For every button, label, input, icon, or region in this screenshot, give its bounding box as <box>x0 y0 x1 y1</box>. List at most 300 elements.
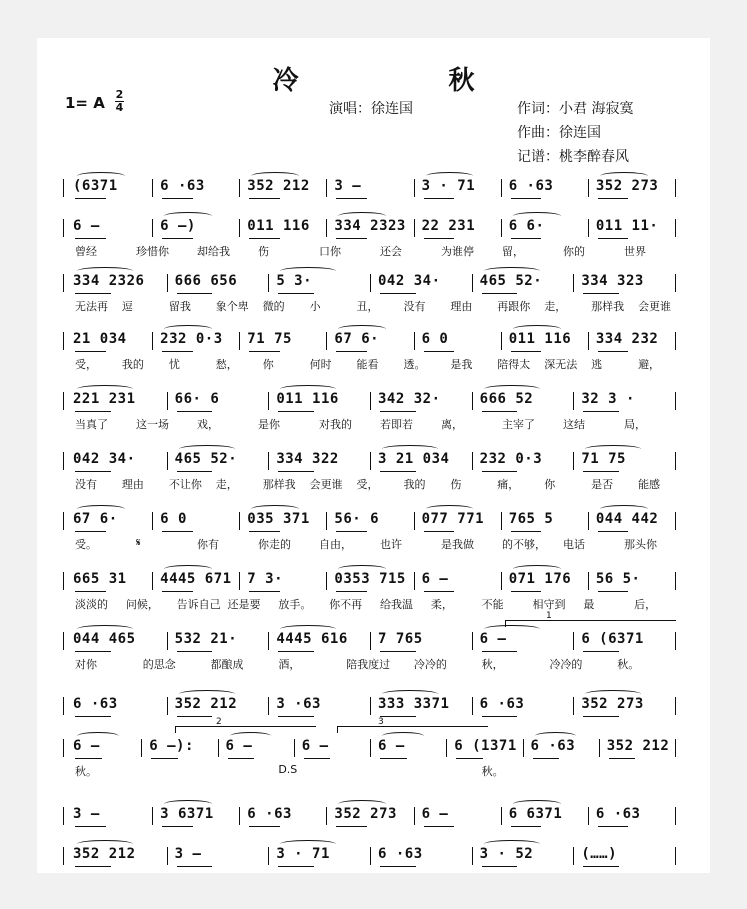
lyric-word: 是我做 <box>441 538 474 551</box>
slur-arc <box>338 800 386 808</box>
lyric-word: 微的 <box>262 300 285 313</box>
lyric-word: 透。 <box>403 358 426 371</box>
lyric-word: 何时 <box>309 358 332 371</box>
lyric-word: 留我 <box>168 300 191 313</box>
lyric-word: 理由 <box>121 478 144 491</box>
slur-arc <box>600 505 648 513</box>
lyric-word: 还是要 <box>227 598 261 611</box>
barline <box>63 632 64 650</box>
barline <box>573 632 574 650</box>
barline <box>370 847 371 865</box>
singer-credit: 演唱：徐连国 <box>329 101 413 117</box>
beam-line <box>380 293 416 294</box>
beam-line <box>336 531 367 532</box>
notation-row <box>37 631 710 675</box>
barline <box>446 739 447 757</box>
slur-arc <box>77 172 125 180</box>
barline <box>675 807 676 825</box>
slur-arc <box>77 385 133 393</box>
measure-notes: 6 – <box>73 218 100 234</box>
barline <box>370 697 371 715</box>
beam-line <box>249 531 280 532</box>
beam-line <box>278 411 314 412</box>
measure-notes: 011 11· <box>595 218 659 234</box>
measure-notes: 21 034 <box>73 331 127 347</box>
barline <box>152 807 153 825</box>
lyric-word: 淡淡的 <box>75 598 108 611</box>
measure-notes: 352 273 <box>581 696 644 712</box>
lyric-word: 受， <box>75 358 97 371</box>
measure-notes: 011 116 <box>276 391 339 407</box>
beam-line <box>75 826 106 827</box>
beam-line <box>511 531 542 532</box>
beam-line <box>249 591 280 592</box>
lyric-word: 那样我 <box>591 300 625 313</box>
lyric-word: 你 <box>262 358 274 371</box>
measure-notes: 334 232 <box>595 331 659 347</box>
beam-line <box>249 238 280 239</box>
lyric-word: 是你 <box>258 418 280 431</box>
lyric-word: 柔， <box>430 598 453 611</box>
measure-notes: 6 –): <box>149 738 194 754</box>
slur-arc <box>513 212 561 220</box>
lyric-word: 你走的 <box>258 538 291 551</box>
slur-arc <box>426 505 474 513</box>
beam-line <box>598 351 629 352</box>
lyric-word: 愁， <box>215 358 238 371</box>
barline <box>675 332 676 350</box>
measure-notes: 67 6· <box>73 511 118 527</box>
beam-line <box>482 293 518 294</box>
notation-row <box>37 391 710 435</box>
lyric-word: 痛， <box>497 478 520 491</box>
barline <box>152 219 153 237</box>
lyric-word: 世界 <box>624 245 646 258</box>
measure-notes: 6 6· <box>508 218 545 234</box>
lyric-word: 逃 <box>591 358 603 371</box>
measure-notes: 6 – <box>479 631 507 647</box>
lyric-word: 你的 <box>563 245 585 258</box>
measure-notes: 334 2323 <box>334 218 406 234</box>
slur-arc <box>179 690 235 698</box>
lyric-word: 冷冷的 <box>413 658 447 671</box>
measure-notes: 0353 715 <box>334 571 406 587</box>
barline <box>370 739 371 757</box>
slur-arc <box>251 505 299 513</box>
beam-line <box>424 198 455 199</box>
lyric-word: 陪得太 <box>497 358 531 371</box>
barline <box>294 739 295 757</box>
slur-arc <box>513 565 561 573</box>
lyric-word: 秋。 <box>617 658 640 671</box>
barline <box>675 274 676 292</box>
measure-notes: 342 32· <box>378 391 441 407</box>
volta-label: 1 <box>546 611 552 621</box>
barline <box>326 512 327 530</box>
beam-line <box>482 411 518 412</box>
lyric-word: 受， <box>356 478 379 491</box>
measure-notes: 6 ·63 <box>530 738 576 754</box>
lyric-word: 秋。 <box>481 765 504 778</box>
measure-notes: 71 75 <box>247 331 292 347</box>
beam-line <box>177 866 213 867</box>
lyric-word: 象个卑 <box>215 300 249 313</box>
lyric-word: 走， <box>215 478 238 491</box>
beam-line <box>162 531 193 532</box>
measure-notes: 6 6371 <box>508 806 563 822</box>
lyric-word: 主宰了 <box>502 418 535 431</box>
slur-arc <box>251 172 299 180</box>
beam-line <box>336 826 367 827</box>
barline <box>675 572 676 590</box>
barline <box>268 452 269 470</box>
barline <box>63 274 64 292</box>
slur-arc <box>513 800 561 808</box>
lyric-word: 你不再 <box>329 598 363 611</box>
measure-notes: 6 –) <box>160 218 196 234</box>
slur-arc <box>382 690 438 698</box>
lyric-word: D.S <box>278 763 298 776</box>
measure-notes: 6 (6371 <box>581 631 644 647</box>
barline <box>370 452 371 470</box>
composer-credit: 作曲：徐连国 <box>517 125 601 141</box>
score-sheet <box>37 38 710 873</box>
measure-notes: 352 273 <box>334 806 397 822</box>
barline <box>501 512 502 530</box>
barline <box>268 632 269 650</box>
lyric-word: 给我温 <box>380 598 413 611</box>
beam-line <box>75 471 111 472</box>
measure-notes: 352 212 <box>247 178 310 194</box>
notation-row <box>37 331 710 375</box>
slur-arc <box>77 505 125 513</box>
barline <box>167 392 168 410</box>
beam-line <box>162 826 193 827</box>
barline <box>501 219 502 237</box>
lyric-word: 局， <box>624 418 646 431</box>
beam-line <box>75 651 111 652</box>
measure-notes: 6 – <box>225 738 253 754</box>
measure-notes: 66· 6 <box>174 391 220 407</box>
lyric-word: 相守到 <box>532 598 566 611</box>
beam-line <box>75 866 111 867</box>
lyric-word: 为谁停 <box>441 245 474 258</box>
barline <box>588 219 589 237</box>
lyric-word: 我的 <box>403 478 426 491</box>
beam-line <box>177 293 213 294</box>
measure-notes: 352 212 <box>73 846 136 862</box>
slur-arc <box>77 840 133 848</box>
barline <box>268 697 269 715</box>
beam-line <box>424 591 455 592</box>
lyric-word: 冷冷的 <box>549 658 583 671</box>
beam-line <box>162 238 193 239</box>
barline <box>675 452 676 470</box>
barline <box>167 697 168 715</box>
measure-notes: 071 176 <box>508 571 572 587</box>
lyric-word: 若即若 <box>380 418 413 431</box>
barline <box>63 697 64 715</box>
measure-notes: 334 323 <box>581 273 644 289</box>
measure-notes: 6 – <box>421 571 449 587</box>
volta-bracket <box>505 611 676 627</box>
lyric-word: 会更谁 <box>309 478 343 491</box>
measure-notes: 3 – <box>174 846 202 862</box>
slur-arc <box>338 212 386 220</box>
measure-notes: 532 21· <box>174 631 238 647</box>
slur-arc <box>164 212 212 220</box>
lyric-word: 的思念 <box>142 658 176 671</box>
measure-notes: 6 ·63 <box>479 696 525 712</box>
lyric-word: 留， <box>502 245 524 258</box>
beam-line <box>75 293 111 294</box>
lyric-word: 却给我 <box>197 245 230 258</box>
barline <box>675 512 676 530</box>
measure-notes: 71 75 <box>581 451 626 467</box>
measure-notes: (6371 <box>73 178 118 194</box>
barline <box>472 274 473 292</box>
barline <box>472 697 473 715</box>
volta-label: 3 <box>378 717 384 727</box>
beam-line <box>511 198 542 199</box>
measure-notes: 3 · 71 <box>421 178 476 194</box>
volta-label: 2 <box>216 717 222 727</box>
slur-arc <box>382 445 438 453</box>
measure-notes: 6 ·63 <box>378 846 423 862</box>
measure-notes: 232 0·3 <box>160 331 223 347</box>
lyric-word: 能感 <box>638 478 661 491</box>
barline <box>167 452 168 470</box>
lyric-word: 你 <box>544 478 556 491</box>
measure-notes: 465 52· <box>174 451 238 467</box>
notation-row <box>37 511 710 555</box>
beam-line <box>511 826 542 827</box>
slur-arc <box>164 565 212 573</box>
beam-line <box>511 351 542 352</box>
measure-notes: 22 231 <box>421 218 476 234</box>
measure-notes: 077 771 <box>421 511 485 527</box>
beam-line <box>380 866 416 867</box>
measure-notes: 352 212 <box>174 696 238 712</box>
beam-line <box>336 238 367 239</box>
slur-arc <box>338 565 386 573</box>
measure-notes: 6 ·63 <box>160 178 205 194</box>
measure-notes: 221 231 <box>73 391 136 407</box>
beam-line <box>482 716 518 717</box>
beam-line <box>533 758 560 759</box>
barline <box>141 739 142 757</box>
beam-line <box>75 351 106 352</box>
barline <box>63 739 64 757</box>
barline <box>152 512 153 530</box>
beam-line <box>278 716 314 717</box>
beam-line <box>424 826 455 827</box>
volta-bracket <box>337 717 488 733</box>
beam-line <box>424 531 455 532</box>
measure-notes: 334 322 <box>276 451 339 467</box>
beam-line <box>75 591 106 592</box>
barline <box>167 847 168 865</box>
measure-notes: 6 ·63 <box>595 806 641 822</box>
barline <box>63 847 64 865</box>
barline <box>239 572 240 590</box>
barline <box>675 739 676 757</box>
barline <box>63 332 64 350</box>
lyric-word: 都酿成 <box>210 658 244 671</box>
beam-line <box>177 651 213 652</box>
notation-row <box>37 696 710 740</box>
measure-notes: 665 31 <box>73 571 127 587</box>
barline <box>472 452 473 470</box>
beam-line <box>177 411 213 412</box>
beam-line <box>278 471 314 472</box>
barline <box>63 572 64 590</box>
lyric-word: 离， <box>441 418 463 431</box>
barline <box>675 219 676 237</box>
measure-notes: 56 5· <box>595 571 641 587</box>
notation-row <box>37 273 710 317</box>
lyric-word: 不让你 <box>168 478 202 491</box>
barline <box>239 332 240 350</box>
beam-line <box>336 591 367 592</box>
lyric-word: 不能 <box>481 598 504 611</box>
key-signature: 1= A <box>65 94 105 112</box>
measure-notes: 5 3· <box>276 273 313 289</box>
lyric-word: 最 <box>583 598 595 611</box>
measure-notes: 011 116 <box>247 218 310 234</box>
measure-notes: 042 34· <box>378 273 441 289</box>
lyric-word: 后， <box>634 598 657 611</box>
barline <box>63 219 64 237</box>
beam-line <box>598 591 629 592</box>
barline <box>63 512 64 530</box>
lyric-word: 告诉自己 <box>176 598 221 611</box>
beam-line <box>511 591 542 592</box>
lyric-word: 伤 <box>258 245 269 258</box>
measure-notes: 56· 6 <box>334 511 380 527</box>
lyric-word: 戏， <box>197 418 219 431</box>
lyric-word: 这结 <box>563 418 585 431</box>
lyric-word: 理由 <box>450 300 473 313</box>
beam-line <box>380 411 416 412</box>
lyric-word: 没有 <box>75 478 97 491</box>
beam-line <box>249 198 280 199</box>
lyric-word: 是我 <box>450 358 473 371</box>
lyric-word: 逗 <box>121 300 133 313</box>
lyric-word: 当真了 <box>75 418 108 431</box>
barline <box>573 697 574 715</box>
lyric-word: 问候， <box>125 598 159 611</box>
slur-arc <box>484 840 540 848</box>
barline <box>573 392 574 410</box>
measure-notes: 6 – <box>73 738 100 754</box>
barline <box>268 392 269 410</box>
measure-notes: 6 – <box>378 738 405 754</box>
lyric-word: 你有 <box>197 538 219 551</box>
barline <box>326 219 327 237</box>
beam-line <box>609 758 636 759</box>
beam-line <box>249 826 280 827</box>
slur-arc <box>77 267 133 275</box>
measure-notes: 6 – <box>301 738 329 754</box>
barline <box>239 807 240 825</box>
barline <box>326 572 327 590</box>
beam-line <box>598 198 629 199</box>
barline <box>167 632 168 650</box>
beam-line <box>583 716 619 717</box>
volta-bracket <box>175 717 316 733</box>
slur-arc <box>280 840 336 848</box>
time-signature: 2 4 <box>115 88 124 114</box>
beam-line <box>482 471 518 472</box>
measure-notes: 6 ·63 <box>508 178 554 194</box>
beam-line <box>583 471 619 472</box>
beam-line <box>75 238 106 239</box>
barline <box>675 632 676 650</box>
barline <box>675 179 676 197</box>
lyric-word: 受。 <box>75 538 97 551</box>
barline <box>414 219 415 237</box>
measure-notes: 3 – <box>73 806 100 822</box>
slur-arc <box>600 172 648 180</box>
barline <box>588 807 589 825</box>
barline <box>472 847 473 865</box>
measure-notes: 352 212 <box>606 738 670 754</box>
beam-line <box>456 758 483 759</box>
barline <box>588 179 589 197</box>
lyric-word: 走， <box>544 300 567 313</box>
slur-arc <box>484 385 540 393</box>
slur-arc <box>280 385 336 393</box>
lyric-word: 电话 <box>563 538 585 551</box>
lyric-word: 曾经 <box>75 245 97 258</box>
beam-line <box>75 716 111 717</box>
lyric-word: 伤 <box>450 478 462 491</box>
lyric-word: 珍惜你 <box>136 245 169 258</box>
barline <box>239 219 240 237</box>
slur-arc <box>513 325 561 333</box>
lyric-word: 没有 <box>403 300 426 313</box>
lyric-word: 我的 <box>121 358 144 371</box>
beam-line <box>177 471 213 472</box>
beam-line <box>75 758 102 759</box>
lyric-word: 能看 <box>356 358 379 371</box>
lyric-word: 也许 <box>380 538 402 551</box>
barline <box>414 807 415 825</box>
slur-arc <box>484 267 540 275</box>
measure-notes: 352 273 <box>595 178 659 194</box>
barline <box>414 572 415 590</box>
slur-arc <box>426 172 474 180</box>
beam-line <box>177 716 213 717</box>
barline <box>326 807 327 825</box>
barline <box>588 512 589 530</box>
barline <box>152 179 153 197</box>
lyric-word: 的不够， <box>502 538 546 551</box>
measure-notes: 044 442 <box>595 511 659 527</box>
measure-notes: 334 2326 <box>73 273 145 289</box>
measure-notes: 4445 616 <box>276 631 348 647</box>
beam-line <box>511 238 542 239</box>
beam-line <box>162 198 193 199</box>
notation-row <box>37 218 710 262</box>
measure-notes: 7 765 <box>378 631 423 647</box>
beam-line <box>598 826 629 827</box>
barline <box>63 807 64 825</box>
beam-line <box>304 758 331 759</box>
barline <box>268 847 269 865</box>
beam-line <box>162 351 193 352</box>
